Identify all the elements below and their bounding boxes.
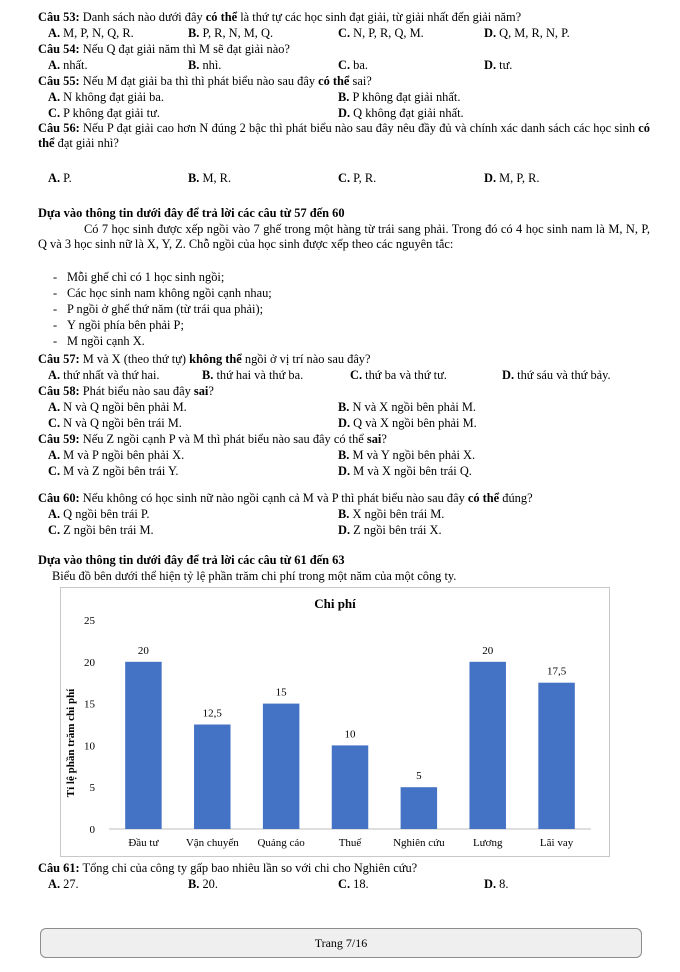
chart-title: Chi phí: [314, 596, 356, 611]
question-57-options: [48, 368, 668, 384]
question-53: Câu 53: Danh sách nào dưới đây có thể là thứ tự các học sinh đạt giải, từ giải nhất đến giải năm?: [38, 10, 522, 24]
question-59: Câu 59: Nếu Z ngồi cạnh P và M thì phát biểu nào sau đây có thể sai?: [38, 432, 387, 446]
option-c[interactable]: C. Z ngồi bên trái M.: [48, 523, 154, 537]
option-a[interactable]: A. thứ nhất và thứ hai.: [48, 368, 160, 382]
question-60: Câu 60: Nếu không có học sinh nữ nào ngồi cạnh cả M và P thì phát biểu nào sau đây có thể đúng?: [38, 491, 533, 505]
question-54-options: [48, 58, 668, 74]
question-59-options-row2: [48, 464, 668, 480]
data-label: 20: [482, 644, 494, 657]
section-intro: Có 7 học sinh được xếp ngồi vào 7 ghế trong một hàng từ trái sang phải. Trong đó có 4 học sinh nam là M, N, P, Q và 3 học sinh nữ là X, Y, Z. Chỗ ngồi của học sinh được xếp theo các nguyên tắc:: [38, 222, 650, 252]
option-c[interactable]: C. ba.: [338, 58, 368, 72]
option-d[interactable]: D. thứ sáu và thứ bảy.: [502, 368, 611, 382]
bar: [401, 787, 437, 829]
option-d[interactable]: D. 8.: [484, 877, 509, 891]
question-61-options: [48, 877, 668, 893]
option-c[interactable]: C. thứ ba và thứ tư.: [350, 368, 447, 382]
bar: [194, 725, 230, 830]
option-b[interactable]: B. thứ hai và thứ ba.: [202, 368, 304, 382]
x-tick-label: Quảng cáo: [257, 837, 305, 849]
section-title: Dựa vào thông tin dưới đây để trả lời các câu từ 61 đến 63: [38, 553, 345, 567]
rule-item: - Các học sinh nam không ngồi cạnh nhau;: [53, 286, 272, 300]
data-label: 15: [275, 686, 287, 699]
question-number: Câu 57:: [38, 352, 80, 366]
option-b[interactable]: B. P, R, N, M, Q.: [188, 26, 274, 40]
data-label: 17,5: [546, 665, 567, 678]
option-d[interactable]: D. M và X ngồi bên trái Q.: [338, 464, 472, 478]
option-d[interactable]: D. Q, M, R, N, P.: [484, 26, 570, 40]
option-a[interactable]: A. N và Q ngồi bên phải M.: [48, 400, 187, 414]
option-b[interactable]: B. X ngồi bên trái M.: [338, 507, 445, 521]
option-d[interactable]: D. Q và X ngồi bên phải M.: [338, 416, 477, 430]
bar: [263, 704, 299, 829]
cost-chart: [60, 587, 610, 857]
bar-chart-svg: [61, 588, 609, 856]
bar: [125, 662, 161, 829]
data-label: 5: [416, 770, 422, 783]
x-tick-label: Đầu tư: [128, 837, 159, 849]
option-d[interactable]: D. tư.: [484, 58, 513, 72]
question-number: Câu 59:: [38, 432, 80, 446]
question-58-options-row2: [48, 416, 668, 432]
question-number: Câu 56:: [38, 121, 80, 135]
y-axis-label: Tỉ lệ phần trăm chi phí: [65, 688, 77, 798]
rule-item: - P ngồi ở ghế thứ năm (từ trái qua phải);: [53, 302, 264, 316]
page-footer: [40, 928, 642, 958]
option-a[interactable]: A. N không đạt giải ba.: [48, 90, 164, 104]
option-b[interactable]: B. 20.: [188, 877, 218, 891]
question-60-options-row1: [48, 507, 668, 523]
section-title: Dựa vào thông tin dưới đây để trả lời các câu từ 57 đến 60: [38, 206, 345, 220]
option-a[interactable]: A. Q ngồi bên trái P.: [48, 507, 150, 521]
bar: [332, 745, 368, 829]
option-c[interactable]: C. P không đạt giải tư.: [48, 106, 160, 120]
y-tick-label: 25: [84, 615, 95, 627]
option-b[interactable]: B. P không đạt giải nhất.: [338, 90, 461, 104]
option-d[interactable]: D. Q không đạt giải nhất.: [338, 106, 464, 120]
y-tick-label: 0: [89, 824, 95, 836]
option-a[interactable]: A. P.: [48, 171, 72, 185]
question-57: Câu 57: M và X (theo thứ tự) không thể ngồi ở vị trí nào sau đây?: [38, 352, 371, 366]
question-number: Câu 61:: [38, 861, 80, 875]
x-tick-label: Nghiên cứu: [393, 837, 445, 849]
page-number: Trang 7/16: [314, 936, 368, 950]
option-b[interactable]: B. N và X ngồi bên phải M.: [338, 400, 477, 414]
option-b[interactable]: B. nhì.: [188, 58, 222, 72]
bar: [538, 683, 574, 829]
question-54: Câu 54: Nếu Q đạt giải năm thì M sẽ đạt giải nào?: [38, 42, 290, 56]
section-intro: Biểu đồ bên dưới thể hiện tỷ lệ phần trăm chi phí trong một năm của một công ty.: [52, 569, 457, 583]
question-number: Câu 58:: [38, 384, 80, 398]
x-tick-label: Lãi vay: [539, 837, 574, 849]
bar: [469, 662, 505, 829]
question-59-options-row1: [48, 448, 668, 464]
data-label: 12,5: [202, 707, 222, 720]
data-label: 10: [344, 728, 356, 741]
rule-item: - Mỗi ghế chỉ có 1 học sinh ngồi;: [53, 270, 225, 284]
option-a[interactable]: A. nhất.: [48, 58, 88, 72]
x-tick-label: Thuế: [338, 837, 362, 849]
option-c[interactable]: C. N, P, R, Q, M.: [338, 26, 424, 40]
x-tick-label: Lương: [472, 837, 503, 849]
y-tick-label: 20: [84, 656, 95, 669]
option-c[interactable]: C. M và Z ngồi bên trái Y.: [48, 464, 179, 478]
question-56: Câu 56: Nếu P đạt giải cao hơn N đúng 2 bậc thì phát biểu nào sau đây nêu đầy đủ và chính xác danh sách các học sinh có thể đạt giải nhì?: [38, 121, 650, 151]
question-55-options-row2: [48, 106, 668, 122]
question-60-options-row2: [48, 523, 668, 539]
option-b[interactable]: B. M và Y ngồi bên phải X.: [338, 448, 476, 462]
question-55-options-row1: [48, 90, 668, 106]
option-c[interactable]: C. N và Q ngồi bên trái M.: [48, 416, 182, 430]
question-55: Câu 55: Nếu M đạt giải ba thì thì phát biểu nào sau đây có thể sai?: [38, 74, 372, 88]
question-number: Câu 55:: [38, 74, 80, 88]
question-number: Câu 53:: [38, 10, 80, 24]
y-tick-label: 15: [84, 698, 95, 711]
option-a[interactable]: A. 27.: [48, 877, 79, 891]
option-d[interactable]: D. Z ngồi bên trái X.: [338, 523, 442, 537]
rule-item: - M ngồi cạnh X.: [53, 334, 145, 348]
rule-item: - Y ngồi phía bên phải P;: [53, 318, 184, 332]
option-c[interactable]: C. P, R.: [338, 171, 377, 185]
question-number: Câu 60:: [38, 491, 80, 505]
option-a[interactable]: A. M và P ngồi bên phải X.: [48, 448, 185, 462]
y-tick-label: 10: [84, 740, 95, 753]
question-61: Câu 61: Tổng chi của công ty gấp bao nhiêu lần so với chi cho Nghiên cứu?: [38, 861, 418, 875]
question-number: Câu 54:: [38, 42, 80, 56]
option-a[interactable]: A. M, P, N, Q, R.: [48, 26, 134, 40]
question-53-options: [48, 26, 668, 42]
option-d[interactable]: D. M, P, R.: [484, 171, 540, 185]
option-c[interactable]: C. 18.: [338, 877, 369, 891]
option-b[interactable]: B. M, R.: [188, 171, 232, 185]
x-tick-label: Vận chuyển: [185, 837, 239, 849]
data-label: 20: [137, 644, 149, 657]
y-tick-label: 5: [89, 782, 95, 795]
question-56-options: [48, 171, 668, 187]
question-58: Câu 58: Phát biểu nào sau đây sai?: [38, 384, 214, 398]
question-58-options-row1: [48, 400, 668, 416]
